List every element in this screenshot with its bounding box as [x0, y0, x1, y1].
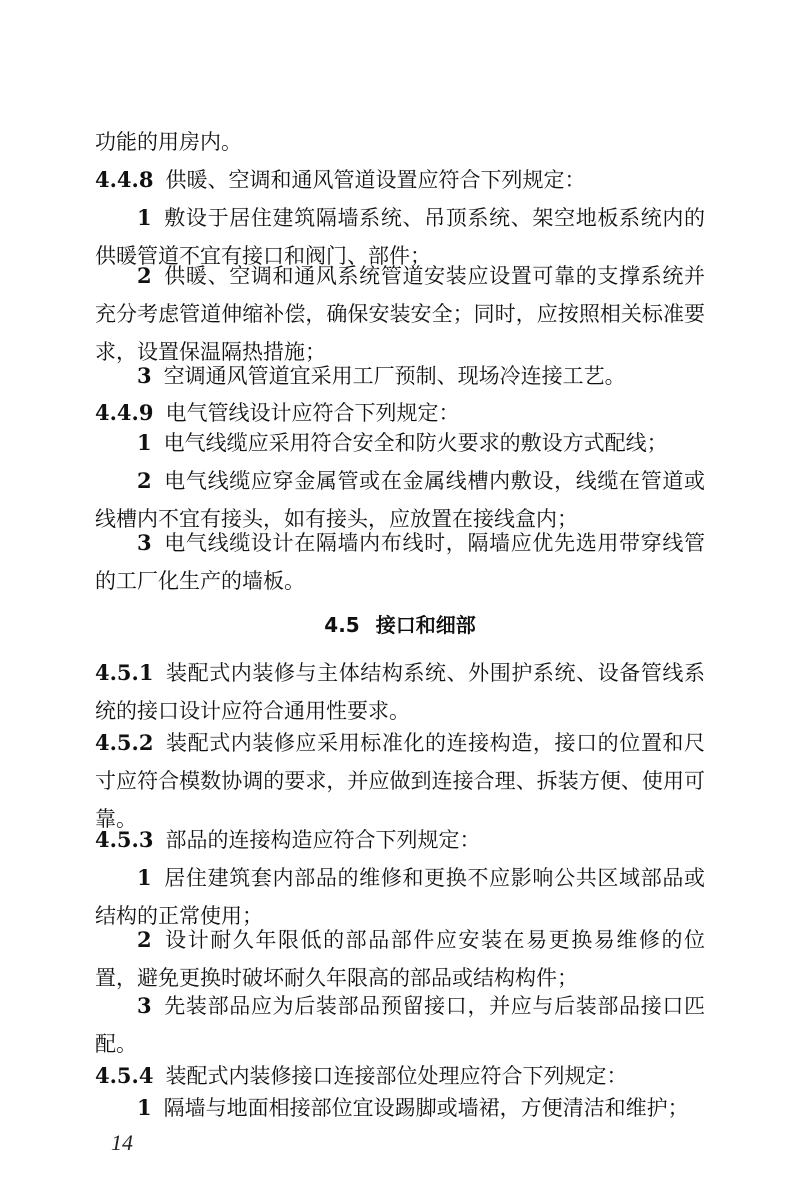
item-number: 2 — [137, 927, 152, 952]
item-number: 3 — [137, 993, 152, 1018]
clause-number: 4.5.3 — [95, 827, 154, 852]
clause-4-5-3 — [95, 821, 705, 859]
item-text: 电气线缆应穿金属管或在金属线槽内敷设，线缆在管道或线槽内不宜有接头，如有接头，应放置在接线盒内； — [95, 469, 705, 531]
item-text: 电气线缆应采用符合安全和防火要求的敷设方式配线； — [163, 431, 668, 455]
item-text: 隔墙与地面相接部位宜设踢脚或墙裙，方便清洁和维护； — [163, 1096, 689, 1120]
clause-4-4-9-item-3 — [95, 524, 705, 600]
clause-number: 4.5.1 — [95, 660, 154, 685]
clause-text: 装配式内装修与主体结构系统、外围护系统、设备管线系统的接口设计应符合通用性要求。 — [95, 661, 705, 723]
section-title: 接口和细部 — [375, 613, 476, 637]
clause-4-4-9-item-1 — [95, 424, 705, 462]
clause-4-4-8-item-2 — [95, 257, 705, 371]
item-text: 电气线缆设计在隔墙内布线时，隔墙应优先选用带穿线管的工厂化生产的墙板。 — [95, 531, 705, 593]
clause-number: 4.4.8 — [95, 167, 154, 192]
clause-4-5-3-item-2 — [95, 921, 705, 997]
item-number: 3 — [137, 363, 152, 388]
clause-4-4-8-item-3 — [95, 357, 705, 395]
item-number: 1 — [137, 865, 152, 890]
clause-text: 电气管线设计应符合下列规定： — [165, 401, 460, 425]
item-text: 居住建筑套内部品的维修和更换不应影响公共区域部品或结构的正常使用； — [95, 866, 705, 928]
item-number: 1 — [137, 205, 152, 230]
clause-text: 装配式内装修应采用标准化的连接构造，接口的位置和尺寸应符合模数协调的要求，并应做到连接合理、拆装方便、使用可靠。 — [95, 731, 705, 831]
item-text: 先装部品应为后装部品预留接口，并应与后装部品接口匹配。 — [95, 994, 705, 1056]
page-number: 14 — [111, 1130, 133, 1155]
item-text: 空调通风管道宜采用工厂预制、现场冷连接工艺。 — [163, 364, 626, 388]
paragraph-text: 功能的用房内。 — [95, 130, 242, 154]
item-number: 1 — [137, 430, 152, 455]
item-text: 供暖、空调和通风系统管道安装应设置可靠的支撑系统并充分考虑管道伸缩补偿，确保安装安全；同时，应按照相关标准要求，设置保温隔热措施； — [95, 264, 705, 364]
item-text: 设计耐久年限低的部品部件应安装在易更换易维修的位置，避免更换时破坏耐久年限高的部品或结构构件； — [95, 928, 705, 990]
clause-text: 供暖、空调和通风管道设置应符合下列规定： — [165, 168, 586, 192]
clause-number: 4.4.9 — [95, 400, 154, 425]
clause-4-5-1 — [95, 654, 705, 730]
item-text: 敷设于居住建筑隔墙系统、吊顶系统、架空地板系统内的供暖管道不宜有接口和阀门、部件； — [95, 206, 705, 268]
item-number: 2 — [137, 263, 152, 288]
section-heading-4-5 — [0, 606, 800, 644]
item-number: 3 — [137, 530, 152, 555]
clause-number: 4.5.2 — [95, 730, 154, 755]
clause-number: 4.5.4 — [95, 1063, 154, 1088]
clause-text: 装配式内装修接口连接部位处理应符合下列规定： — [165, 1064, 628, 1088]
clause-text: 部品的连接构造应符合下列规定： — [165, 828, 481, 852]
clause-4-5-4-item-1 — [95, 1089, 705, 1127]
clause-4-5-3-item-3 — [95, 987, 705, 1063]
item-number: 2 — [137, 468, 152, 493]
section-number: 4.5 — [324, 613, 360, 637]
clause-4-4-8 — [95, 161, 705, 199]
item-number: 1 — [137, 1095, 152, 1120]
continuation-text — [95, 123, 705, 161]
